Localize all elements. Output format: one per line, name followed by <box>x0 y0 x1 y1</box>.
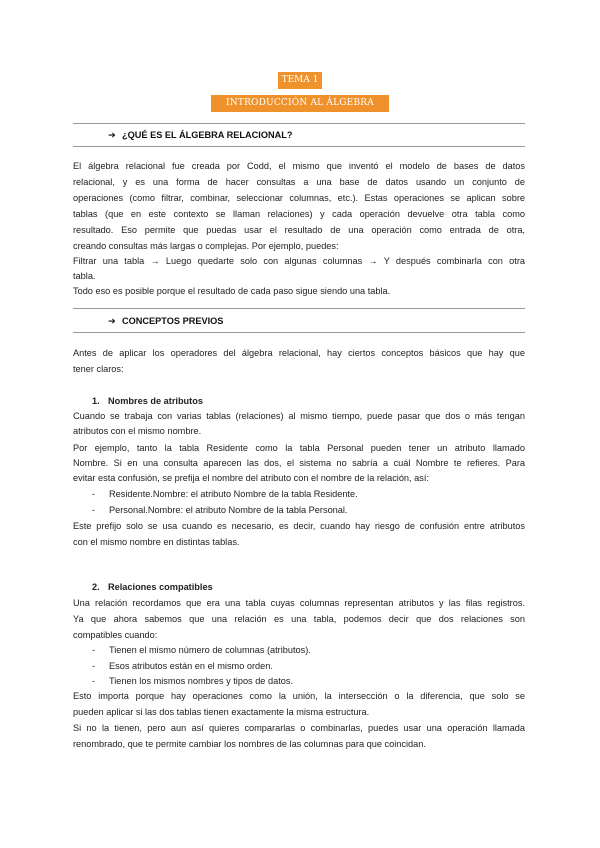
arrow-icon: ➔ <box>108 316 116 326</box>
paragraph-line: Todo eso es posible porque el resultado de cada paso sigue siendo una tabla. <box>73 286 391 296</box>
paragraph-line: Una relación recordamos que era una tabla cuyas columnas representan atributos y las filas registros. <box>73 598 525 608</box>
list-item <box>92 643 311 659</box>
bullet-dash: - <box>92 645 96 655</box>
list-item-text: Tienen los mismos nombres y tipos de datos. <box>109 676 294 686</box>
subsection-number: 2. <box>92 582 100 592</box>
list-item <box>92 659 273 675</box>
paragraph-line: atributos con el mismo nombre. <box>73 426 202 436</box>
section-heading-conceptos <box>108 314 223 330</box>
list-item-text: Personal.Nombre: el atributo Nombre de la tabla Personal. <box>109 505 348 515</box>
list-item <box>92 487 358 503</box>
paragraph-line: relacional, y es una forma de hacer consultas a una base de datos usando un conjunto de <box>73 177 525 187</box>
paragraph-line: Filtrar una tabla → Luego quedarte solo con algunas columnas → Y después combinarla con otra <box>73 256 525 266</box>
paragraph-line: pueden aplicar si las dos tablas tienen exactamente la misma estructura. <box>73 707 370 717</box>
arrow-icon: ➔ <box>108 130 116 140</box>
list-item-text: Esos atributos están en el mismo orden. <box>109 661 273 671</box>
list-item <box>92 503 348 519</box>
bullet-dash: - <box>92 676 96 686</box>
list-item-text: Residente.Nombre: el atributo Nombre de la tabla Residente. <box>109 489 358 499</box>
paragraph-line: tablas (que en este contexto se llaman relaciones) y cada operación devuelve otra tabla como <box>73 209 525 219</box>
section-rule-bottom <box>73 146 525 147</box>
section-title: ¿QUÉ ES EL ÁLGEBRA RELACIONAL? <box>122 130 293 140</box>
section-rule-top <box>73 308 525 309</box>
section-rule-top <box>73 123 525 124</box>
paragraph-line: renombrado, que te permite cambiar los nombres de las columnas para que coincidan. <box>73 739 426 749</box>
document-title: INTRODUCCIÓN AL ÁLGEBRA RELACIONAL <box>211 95 389 112</box>
paragraph-line: El álgebra relacional fue creada por Codd, el mismo que inventó el modelo de bases de datos <box>73 161 525 171</box>
list-item-text: Tienen el mismo número de columnas (atributos). <box>109 645 311 655</box>
paragraph-line: tener claros: <box>73 364 124 374</box>
paragraph-line: tabla. <box>73 271 96 281</box>
paragraph-line: con el mismo nombre en distintas tablas. <box>73 537 240 547</box>
section-title: CONCEPTOS PREVIOS <box>122 316 224 326</box>
subsection-title: Nombres de atributos <box>108 396 203 406</box>
bullet-dash: - <box>92 489 96 499</box>
paragraph-line: operaciones (como filtrar, combinar, seleccionar columnas, etc.). Estas operaciones se aplican sobre <box>73 193 525 203</box>
paragraph-line: Nombre. Si en una consulta aparecen las dos, el sistema no sabría a cuál Nombre te refieres. Para <box>73 458 525 468</box>
paragraph-line: creando consultas más largas o complejas. Por ejemplo, puedes: <box>73 241 339 251</box>
subsection-title: Relaciones compatibles <box>108 582 213 592</box>
subsection-heading-relaciones <box>92 580 213 596</box>
paragraph-line: Esto importa porque hay operaciones como la unión, la intersección o la diferencia, que solo se <box>73 691 525 701</box>
bullet-dash: - <box>92 505 96 515</box>
paragraph-line: resultado. Eso permite que puedas usar el resultado de una operación como entrada de otra, <box>73 225 525 235</box>
section-heading-algebra <box>108 128 292 144</box>
section-rule-bottom <box>73 332 525 333</box>
paragraph-line: Ya que ahora sabemos que una relación es una tabla, podemos decir que dos relaciones son <box>73 614 525 624</box>
paragraph-line: Si no la tienen, pero aun así quieres compararlas o combinarlas, puedes usar una operación llamada <box>73 723 525 733</box>
subsection-heading-nombres <box>92 394 203 410</box>
paragraph-line: Por ejemplo, tanto la tabla Residente como la tabla Personal pueden tener un atributo llamado <box>73 443 525 453</box>
paragraph-line: compatibles cuando: <box>73 630 158 640</box>
topic-label: TEMA 1 <box>278 72 322 89</box>
paragraph-line: Cuando se trabaja con varias tablas (relaciones) al mismo tiempo, puede pasar que dos o más tengan <box>73 411 525 421</box>
paragraph-line: evitar esta confusión, se prefija el nombre del atributo con el nombre de la relación, así: <box>73 473 429 483</box>
list-item <box>92 674 293 690</box>
subsection-number: 1. <box>92 396 100 406</box>
bullet-dash: - <box>92 661 96 671</box>
paragraph-line: Antes de aplicar los operadores del álgebra relacional, hay ciertos conceptos básicos que hay que <box>73 348 525 358</box>
paragraph-line: Este prefijo solo se usa cuando es necesario, es decir, cuando hay riesgo de confusión entre atributos <box>73 521 525 531</box>
